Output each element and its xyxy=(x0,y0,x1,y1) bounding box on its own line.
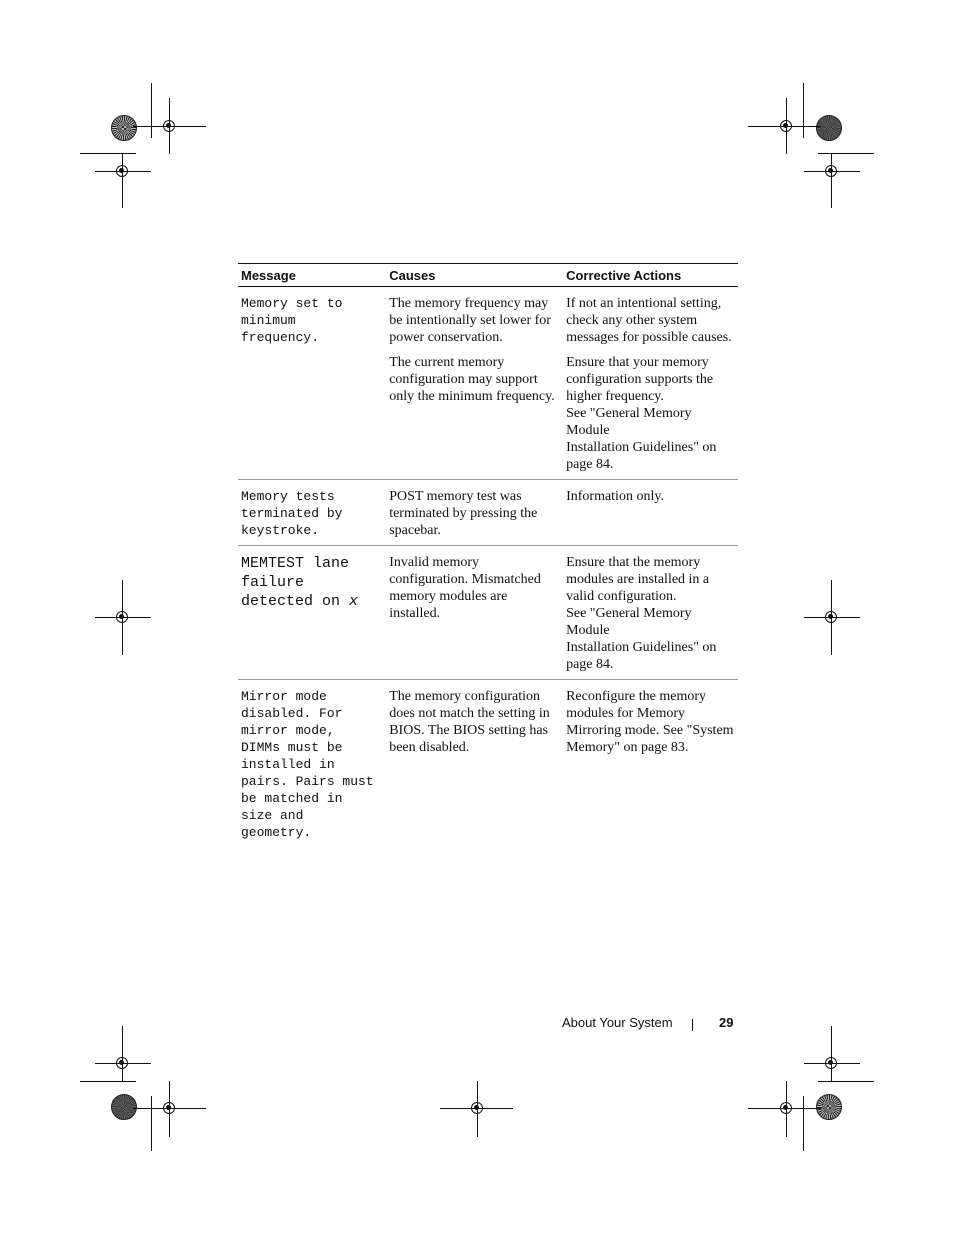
registration-target-icon xyxy=(116,611,128,623)
message-line: MEMTEST lane xyxy=(241,555,350,572)
registration-target-icon xyxy=(780,120,792,132)
message-line: Mirror mode xyxy=(241,689,327,704)
crop-mark xyxy=(818,1081,874,1082)
message-line: Memory tests xyxy=(241,489,335,504)
message-line: keystroke. xyxy=(241,523,320,538)
table-row xyxy=(238,546,738,680)
memory-messages-table xyxy=(238,263,738,847)
table-row xyxy=(238,680,738,848)
column-header-corrective-actions: Corrective Actions xyxy=(563,264,738,287)
page-number: 29 xyxy=(719,1015,734,1030)
message-line: detected on x xyxy=(241,593,359,610)
registration-target-icon xyxy=(825,611,837,623)
cause-text: The current memory configuration may support only the minimum frequency. xyxy=(389,355,555,404)
message-line: mirror mode, xyxy=(241,723,335,738)
message-cell xyxy=(238,680,386,848)
crop-mark xyxy=(818,153,874,154)
message-line: geometry. xyxy=(241,825,312,840)
message-line: minimum xyxy=(241,313,296,328)
table-row xyxy=(238,480,738,546)
registration-target-icon xyxy=(825,1057,837,1069)
table-header-row xyxy=(238,264,738,287)
message-line: terminated by xyxy=(241,506,343,521)
actions-cell xyxy=(563,680,738,848)
action-text: Information only. xyxy=(566,489,664,504)
footer-section-title: About Your System xyxy=(562,1015,673,1030)
action-text: See "General Memory Module xyxy=(566,406,692,438)
causes-cell xyxy=(386,546,563,680)
registration-starburst-icon xyxy=(816,115,842,141)
registration-starburst-icon xyxy=(816,1094,842,1120)
message-line: installed in xyxy=(241,757,335,772)
message-line: disabled. For xyxy=(241,706,343,721)
crop-mark xyxy=(803,83,804,138)
action-text: Installation Guidelines" on page 84. xyxy=(566,640,717,672)
message-line: failure xyxy=(241,574,305,591)
registration-starburst-icon xyxy=(111,1094,137,1120)
causes-cell xyxy=(386,287,563,480)
message-line: DIMMs must be xyxy=(241,740,343,755)
registration-target-icon xyxy=(825,165,837,177)
registration-target-icon xyxy=(116,1057,128,1069)
crop-mark xyxy=(831,1026,832,1081)
cause-text: The memory frequency may be intentionally set lower for power conservation. xyxy=(389,296,551,345)
causes-cell xyxy=(386,680,563,848)
cause-text: Invalid memory configuration. Mismatched memory modules are installed. xyxy=(389,555,541,621)
message-line: Memory set to xyxy=(241,296,343,311)
table-row xyxy=(238,287,738,480)
cause-text: POST memory test was terminated by pressing the spacebar. xyxy=(389,489,538,538)
action-text: Ensure that the memory modules are installed in a valid configuration. xyxy=(566,555,710,604)
crop-mark xyxy=(831,153,832,208)
column-header-message: Message xyxy=(238,264,386,287)
registration-target-icon xyxy=(780,1102,792,1114)
crop-mark xyxy=(80,153,136,154)
crop-mark xyxy=(151,83,152,138)
crop-mark xyxy=(803,1096,804,1151)
causes-cell xyxy=(386,480,563,546)
message-line: frequency. xyxy=(241,330,320,345)
message-cell xyxy=(238,480,386,546)
action-text: If not an intentional setting, check any other system messages for possible causes. xyxy=(566,296,732,345)
crop-mark xyxy=(151,1096,152,1151)
message-line: pairs. Pairs must xyxy=(241,774,374,789)
actions-cell xyxy=(563,546,738,680)
registration-target-icon xyxy=(471,1102,483,1114)
action-text: See "General Memory Module xyxy=(566,606,692,638)
action-text: Installation Guidelines" on page 84. xyxy=(566,440,717,472)
actions-cell xyxy=(563,287,738,480)
message-line: be matched in xyxy=(241,791,343,806)
registration-target-icon xyxy=(116,165,128,177)
variable-placeholder: x xyxy=(349,593,359,610)
footer-divider xyxy=(692,1019,693,1031)
action-text: Reconfigure the memory modules for Memory Mirroring mode. See "System Memory" on page 83. xyxy=(566,689,734,755)
crop-mark xyxy=(122,1026,123,1081)
cause-text: The memory configuration does not match the setting in BIOS. The BIOS setting has been disabled. xyxy=(389,689,550,755)
actions-cell xyxy=(563,480,738,546)
action-text: Ensure that your memory configuration supports the higher frequency. xyxy=(566,355,714,404)
registration-starburst-icon xyxy=(111,115,137,141)
crop-mark xyxy=(122,153,123,208)
registration-target-icon xyxy=(163,1102,175,1114)
message-cell xyxy=(238,287,386,480)
registration-target-icon xyxy=(163,120,175,132)
column-header-causes: Causes xyxy=(386,264,563,287)
message-line: size and xyxy=(241,808,304,823)
crop-mark xyxy=(80,1081,136,1082)
message-cell xyxy=(238,546,386,680)
